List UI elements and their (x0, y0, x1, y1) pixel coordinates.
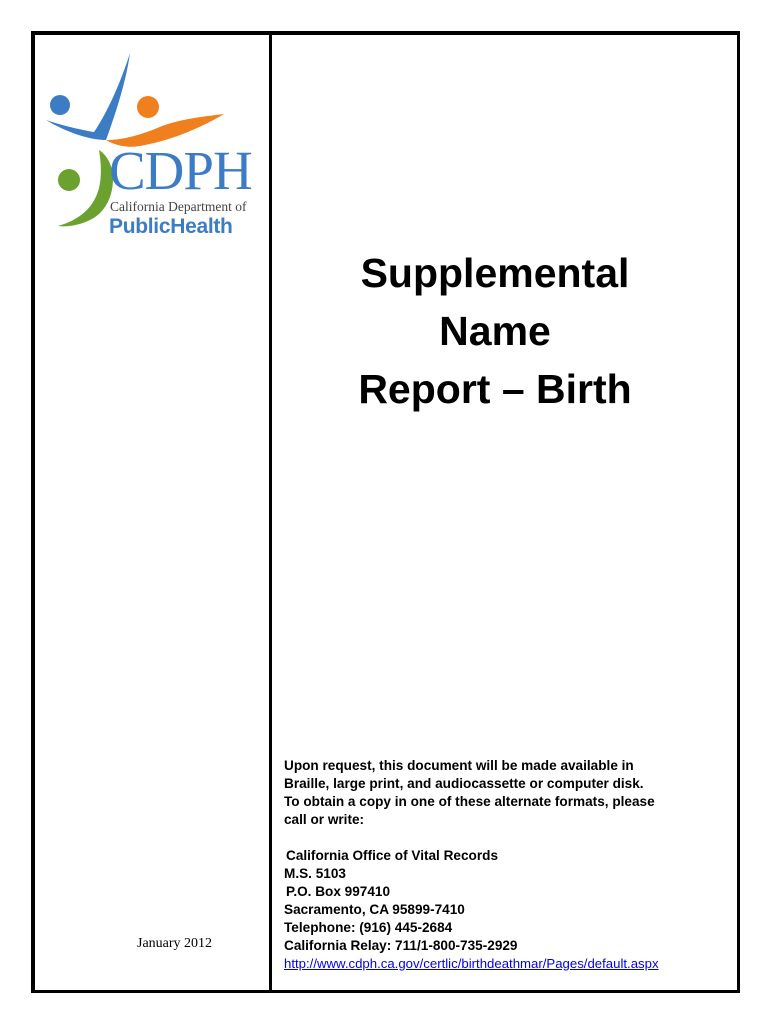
title-line-1: Supplemental (360, 250, 630, 296)
logo-acronym: CDPH (109, 140, 252, 201)
notice-line-2: Braille, large print, and audiocassette or computer disk. (284, 776, 644, 791)
office-name: California Office of Vital Records (286, 848, 499, 863)
relay-number: California Relay: 711/1-800-735-2929 (284, 938, 518, 953)
vital-records-link[interactable]: http://www.cdph.ca.gov/certlic/birthdeathmar/Pages/default.aspx (284, 956, 659, 971)
telephone: Telephone: (916) 445-2684 (284, 920, 453, 935)
mail-stop: M.S. 5103 (284, 866, 346, 881)
notice-line-3: To obtain a copy in one of these alternate formats, please (284, 794, 655, 809)
title-line-3: Report – Birth (358, 366, 632, 412)
notice-line-4: call or write: (284, 812, 365, 827)
logo-public-health: PublicHealth (109, 215, 233, 238)
notice-line-1: Upon request, this document will be made available in (284, 758, 634, 773)
po-box: P.O. Box 997410 (286, 884, 391, 899)
title-line-2: Name (439, 308, 551, 354)
document-title (290, 244, 700, 418)
logo-department-line: California Department of (110, 199, 247, 214)
contact-address (284, 847, 734, 973)
publication-date: January 2012 (137, 936, 213, 951)
column-divider (269, 35, 272, 990)
accessibility-notice (284, 757, 724, 829)
city-state-zip: Sacramento, CA 95899-7410 (284, 902, 465, 917)
